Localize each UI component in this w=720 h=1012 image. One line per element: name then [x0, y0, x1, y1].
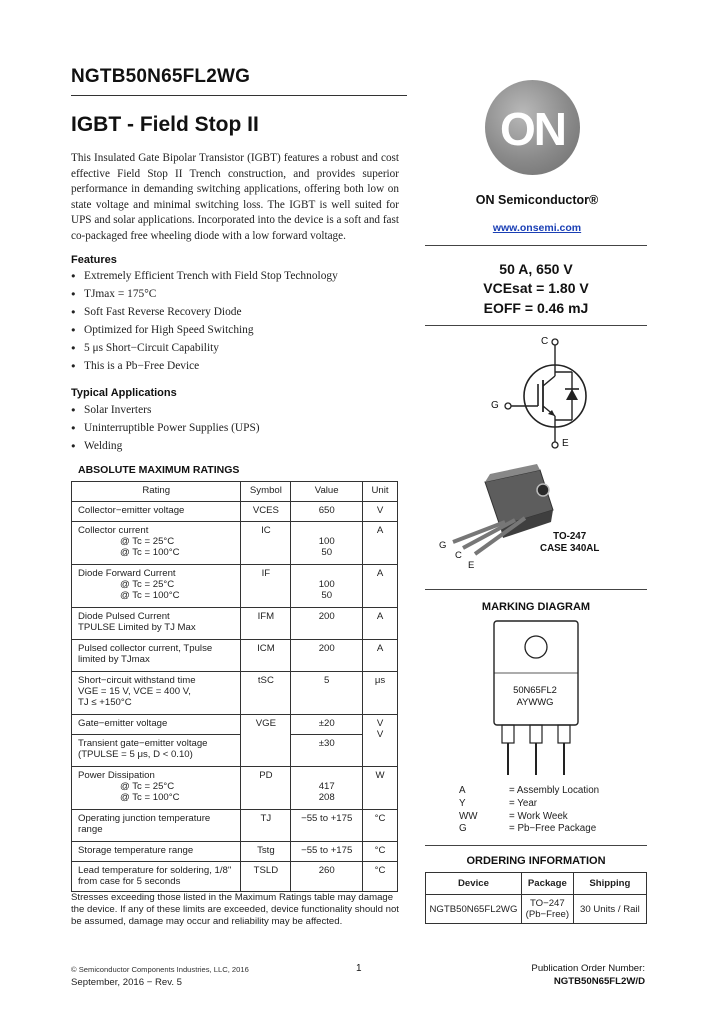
rating-cell: Storage temperature range	[72, 842, 241, 862]
rating-text: VGE = 15 V, VCE = 400 V,	[78, 686, 191, 697]
symbol-cell: TJ	[241, 810, 291, 842]
column-header: Value	[291, 482, 363, 502]
package-text: (Pb−Free)	[525, 909, 570, 920]
marking-legend	[459, 785, 599, 836]
intro-paragraph: This Insulated Gate Bipolar Transistor (IGBT) features a robust and cost effective Field Stop II Trench construction, and provides superior performance in demanding switching applications, offering both low on state voltage and minimal switching loss. The IGBT is well suited for UPS and solar applications. Incorporated into the device is a soft and fast co-packaged free wheeling diode with a low forward voltage.	[71, 152, 399, 242]
page-title: IGBT - Field Stop II	[71, 113, 259, 136]
rating-text: Power Dissipation	[78, 770, 155, 781]
symbol-cell: VGE	[241, 715, 291, 767]
igbt-schematic-icon	[480, 332, 610, 452]
pin-g-label: G	[439, 540, 447, 551]
column-header: Symbol	[241, 482, 291, 502]
website-link[interactable]: www.onsemi.com	[492, 222, 582, 234]
unit-cell: μs	[363, 672, 398, 715]
list-item: ● Uninterruptible Power Supplies (UPS)	[71, 419, 260, 437]
table-row	[72, 672, 398, 715]
symbol-cell: ICM	[241, 640, 291, 672]
rating-cell	[72, 565, 241, 608]
rating-cell: Gate−emitter voltage	[72, 715, 241, 735]
spec-eoff: EOFF = 0.46 mJ	[483, 300, 589, 316]
legend-key: Y	[459, 797, 466, 809]
unit-cell: A	[363, 565, 398, 608]
column-header: Unit	[363, 482, 398, 502]
unit-cell: °C	[363, 862, 398, 892]
symbol-cell: Tstg	[241, 842, 291, 862]
legend-item	[459, 785, 599, 798]
rating-text: Pulsed collector current, Tpulse	[78, 643, 213, 654]
condition-text: @ Tc = 100°C	[120, 547, 180, 558]
list-item: ● Extremely Efficient Trench with Field Stop Technology	[71, 267, 338, 285]
unit-cell	[363, 715, 398, 767]
legend-desc: = Pb−Free Package	[509, 823, 597, 835]
rating-text: limited by TJmax	[78, 654, 150, 665]
ratings-title: ABSOLUTE MAXIMUM RATINGS	[78, 464, 240, 476]
divider	[425, 589, 647, 590]
list-item: ● Soft Fast Reverse Recovery Diode	[71, 303, 338, 321]
gate-label: G	[491, 400, 499, 411]
pin-c-label: C	[455, 550, 462, 561]
features-heading: Features	[71, 254, 117, 266]
legend-key: A	[459, 785, 466, 796]
value-cell: ±20	[291, 715, 363, 735]
legend-desc: = Assembly Location	[509, 785, 600, 796]
applications-heading: Typical Applications	[71, 387, 177, 399]
collector-label: C	[541, 336, 549, 347]
list-item: ● Solar Inverters	[71, 401, 260, 419]
publication-number: NGTB50N65FL2W/D	[553, 976, 645, 987]
rating-text: range	[78, 824, 103, 835]
column-header: Rating	[72, 482, 241, 502]
rating-cell	[72, 735, 241, 767]
applications-list	[71, 401, 260, 455]
package-case: CASE 340AL	[540, 543, 600, 554]
package-name: TO-247	[553, 531, 587, 542]
value-text: 50	[321, 547, 333, 558]
value-cell: −55 to +175	[291, 810, 363, 842]
value-cell: ±30	[291, 735, 363, 767]
table-row	[72, 565, 398, 608]
rating-cell	[72, 767, 241, 810]
table-row	[72, 608, 398, 640]
marking-line: AYWWG	[516, 696, 554, 707]
table-row	[72, 767, 398, 810]
brand-name: ON Semiconductor®	[475, 193, 599, 207]
list-item: ● This is a Pb−Free Device	[71, 357, 338, 375]
rating-text: TJ ≤ +150°C	[78, 697, 132, 708]
rating-cell	[72, 640, 241, 672]
shipping-cell: 30 Units / Rail	[573, 895, 646, 924]
symbol-cell: VCES	[241, 502, 291, 522]
features-list	[71, 267, 338, 375]
ordering-table	[425, 872, 647, 924]
table-header-row	[426, 873, 647, 895]
ratings-table	[71, 481, 398, 892]
symbol-cell: TSLD	[241, 862, 291, 892]
column-header: Shipping	[573, 873, 646, 895]
value-text: 50	[321, 590, 333, 601]
condition-text: @ Tc = 100°C	[120, 792, 180, 803]
condition-text: @ Tc = 25°C	[120, 579, 175, 590]
ordering-title: ORDERING INFORMATION	[466, 855, 606, 867]
value-cell: 5	[291, 672, 363, 715]
symbol-cell: IFM	[241, 608, 291, 640]
marking-text	[496, 684, 574, 708]
package-label	[540, 531, 599, 555]
unit-cell: A	[363, 522, 398, 565]
condition-text: @ Tc = 100°C	[120, 590, 180, 601]
legend-desc: = Year	[509, 797, 538, 809]
marking-line: 50N65FL2	[513, 684, 557, 695]
publication-label: Publication Order Number:	[531, 963, 645, 974]
list-item: ● Optimized for High Speed Switching	[71, 321, 338, 339]
table-row	[72, 842, 398, 862]
column-header: Package	[521, 873, 573, 895]
table-row	[72, 810, 398, 842]
rating-text: TPULSE Limited by TJ Max	[78, 622, 196, 633]
value-text: 417	[318, 781, 335, 792]
list-item: ● Welding	[71, 437, 260, 455]
legend-key: G	[459, 823, 467, 835]
table-row	[72, 522, 398, 565]
stress-note: Stresses exceeding those listed in the Maximum Ratings table may damage the device. If any of these limits are exceeded, device functionality should not be assumed, damage may occur and reliability may be affected.	[71, 892, 399, 927]
table-row	[72, 502, 398, 522]
logo-text: ON	[500, 103, 565, 155]
table-row	[72, 735, 398, 767]
value-cell	[291, 565, 363, 608]
symbol-cell: tSC	[241, 672, 291, 715]
rating-text: Short−circuit withstand time	[78, 675, 196, 686]
divider	[425, 845, 647, 846]
unit-cell: °C	[363, 842, 398, 862]
value-text: 208	[318, 792, 335, 803]
part-number: NGTB50N65FL2WG	[71, 66, 251, 87]
rating-text: from case for 5 seconds	[78, 876, 181, 887]
unit-cell: W	[363, 767, 398, 810]
table-row	[72, 715, 398, 735]
value-cell	[291, 767, 363, 810]
page-number: 1	[356, 963, 362, 974]
legend-item	[459, 798, 599, 811]
table-header-row	[72, 482, 398, 502]
list-item: ● 5 μs Short−Circuit Capability	[71, 339, 338, 357]
unit-text: V	[376, 718, 384, 729]
unit-cell: A	[363, 608, 398, 640]
unit-cell: °C	[363, 810, 398, 842]
rating-cell: Collector−emitter voltage	[72, 502, 241, 522]
revision-date: September, 2016 − Rev. 5	[71, 977, 183, 988]
rating-cell	[72, 522, 241, 565]
value-text: 100	[318, 579, 335, 590]
column-header: Device	[426, 873, 522, 895]
value-cell: 260	[291, 862, 363, 892]
value-cell: −55 to +175	[291, 842, 363, 862]
value-cell: 650	[291, 502, 363, 522]
symbol-cell: IF	[241, 565, 291, 608]
list-item: ● TJmax = 175°C	[71, 285, 338, 303]
spec-current-voltage: 50 A, 650 V	[499, 261, 573, 277]
table-row	[426, 895, 647, 924]
rating-text: Collector current	[78, 525, 149, 536]
copyright: © Semiconductor Components Industries, LLC, 2016	[71, 965, 249, 974]
divider	[425, 325, 647, 326]
unit-cell: A	[363, 640, 398, 672]
rating-text: Diode Pulsed Current	[78, 611, 170, 622]
value-cell: 200	[291, 608, 363, 640]
divider	[425, 245, 647, 246]
pin-e-label: E	[468, 560, 475, 571]
value-cell	[291, 522, 363, 565]
legend-item	[459, 811, 599, 824]
marking-diagram-title: MARKING DIAGRAM	[481, 601, 591, 613]
legend-key: WW	[459, 810, 478, 822]
rating-text: Operating junction temperature	[78, 813, 211, 824]
unit-text: V	[376, 729, 384, 740]
emitter-label: E	[562, 438, 569, 449]
divider	[71, 95, 407, 96]
rating-text: Transient gate−emitter voltage	[78, 738, 208, 749]
rating-cell	[72, 672, 241, 715]
spec-vcesat: VCEsat = 1.80 V	[483, 280, 589, 296]
rating-cell	[72, 862, 241, 892]
on-logo	[485, 80, 580, 175]
table-row	[72, 640, 398, 672]
device-cell: NGTB50N65FL2WG	[426, 895, 522, 924]
package-cell	[521, 895, 573, 924]
condition-text: @ Tc = 25°C	[120, 536, 175, 547]
rating-cell	[72, 608, 241, 640]
condition-text: @ Tc = 25°C	[120, 781, 175, 792]
legend-desc: = Work Week	[509, 810, 568, 822]
value-text: 100	[318, 536, 335, 547]
value-cell: 200	[291, 640, 363, 672]
package-text: TO−247	[529, 898, 565, 909]
rating-text: Lead temperature for soldering, 1/8"	[78, 865, 232, 876]
legend-item	[459, 823, 599, 836]
rating-text: (TPULSE = 5 μs, D < 0.10)	[78, 749, 193, 760]
rating-text: Diode Forward Current	[78, 568, 176, 579]
table-row	[72, 862, 398, 892]
unit-cell: V	[363, 502, 398, 522]
symbol-cell: IC	[241, 522, 291, 565]
rating-cell	[72, 810, 241, 842]
symbol-cell: PD	[241, 767, 291, 810]
